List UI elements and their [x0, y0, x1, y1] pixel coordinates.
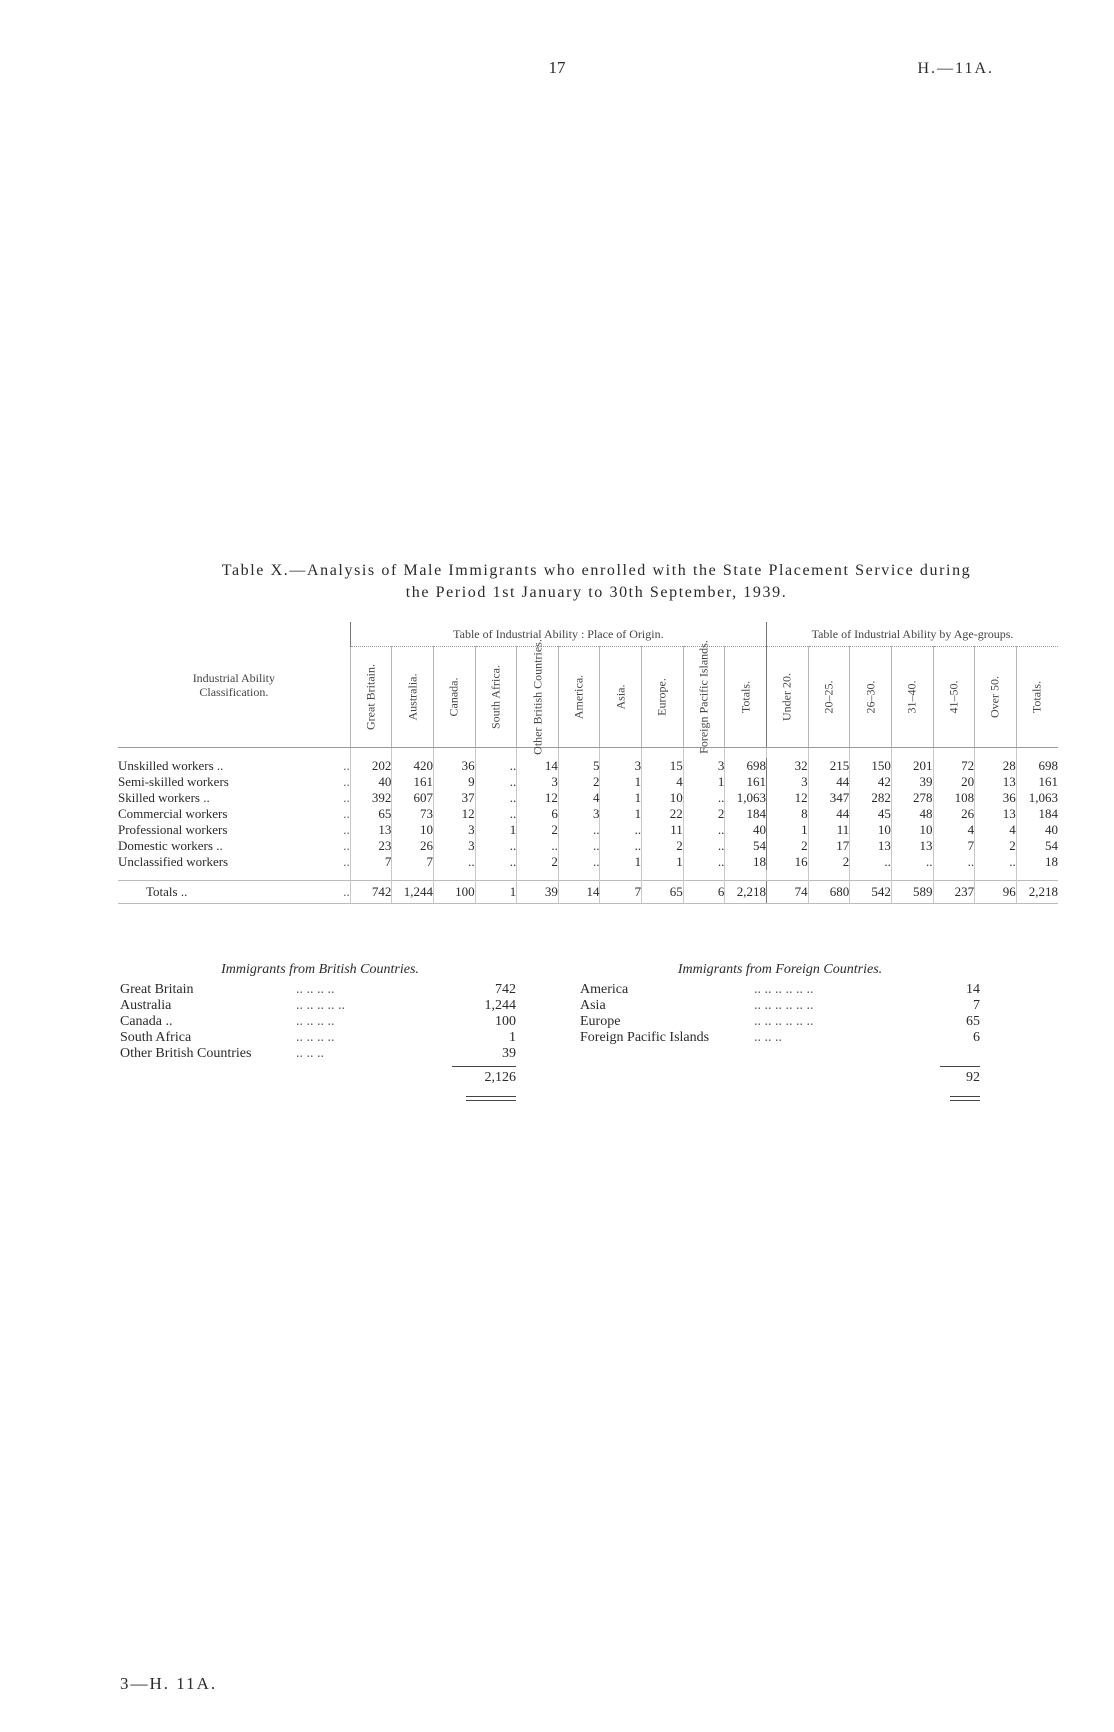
age-cell: 184	[1016, 806, 1058, 822]
origin-cell: 10	[642, 790, 684, 806]
age-cell: 3	[767, 774, 809, 790]
country-label: Australia	[120, 998, 172, 1013]
leader-dots: .. .. .. .. .. ..	[754, 1014, 814, 1029]
origin-cell: ..	[475, 774, 517, 790]
list-item	[120, 982, 520, 998]
origin-cell: 7	[350, 854, 392, 870]
origin-cell: 2	[683, 806, 725, 822]
analysis-table	[118, 622, 1058, 904]
table-title-line-1: Table X.—Analysis of Male Immigrants who enrolled with the State Placement Service during	[221, 562, 972, 579]
age-cell: 10	[891, 822, 933, 838]
origin-total-cell: 14	[558, 881, 600, 904]
origin-total-cell: 7	[600, 881, 642, 904]
age-cell: 278	[891, 790, 933, 806]
origin-cell: 1	[600, 806, 642, 822]
age-cell: 2	[975, 838, 1017, 854]
origin-total-cell: 6	[683, 881, 725, 904]
col-header-south-africa: South Africa.	[475, 647, 517, 748]
age-cell: 1	[767, 822, 809, 838]
origin-cell: 392	[350, 790, 392, 806]
origin-cell: 18	[725, 854, 767, 870]
list-item	[580, 1014, 980, 1030]
list-item	[580, 1030, 980, 1046]
leader-dots: .. .. .. ..	[296, 1014, 335, 1029]
row-label: Commercial workers	[118, 806, 228, 821]
row-label: Skilled workers ..	[118, 790, 210, 805]
origin-cell: 40	[725, 822, 767, 838]
country-label: Other British Countries	[120, 1046, 252, 1061]
country-label: Asia	[580, 998, 606, 1013]
age-cell: 7	[933, 838, 975, 854]
footer-reference: 3—H. 11A.	[120, 1674, 218, 1693]
origin-cell: 4	[558, 790, 600, 806]
table-row	[118, 790, 1058, 806]
age-cell: 13	[975, 774, 1017, 790]
british-total-underline	[466, 1096, 516, 1101]
origin-total-cell: 39	[517, 881, 559, 904]
origin-cell: ..	[558, 854, 600, 870]
leader-dots: .. .. .. .. .. ..	[754, 998, 814, 1013]
age-cell: 347	[808, 790, 850, 806]
age-cell: 18	[1016, 854, 1058, 870]
age-total-cell: 74	[767, 881, 809, 904]
age-total-cell: 589	[891, 881, 933, 904]
origin-cell: 2	[642, 838, 684, 854]
origin-cell: 15	[642, 758, 684, 774]
list-item	[120, 998, 520, 1014]
country-value: 7	[973, 998, 980, 1013]
origin-cell: 1	[600, 854, 642, 870]
age-cell: ..	[933, 854, 975, 870]
totals-label: Totals ..	[118, 881, 306, 904]
row-leader-dots: ..	[343, 790, 350, 805]
origin-cell: 37	[433, 790, 475, 806]
list-item	[580, 998, 980, 1014]
origin-cell: 14	[517, 758, 559, 774]
origin-cell: 23	[350, 838, 392, 854]
age-cell: 201	[891, 758, 933, 774]
spacer-row	[118, 870, 1058, 881]
age-cell: 20	[933, 774, 975, 790]
origin-cell: 26	[392, 838, 434, 854]
origin-cell: 1	[475, 822, 517, 838]
british-total: 2,126	[452, 1066, 516, 1086]
age-cell: 16	[767, 854, 809, 870]
spacer-row	[118, 748, 1058, 759]
origin-cell: 2	[558, 774, 600, 790]
table-row	[118, 854, 1058, 870]
age-cell: 13	[975, 806, 1017, 822]
british-countries-list	[120, 982, 520, 1062]
age-cell: 40	[1016, 822, 1058, 838]
age-cell: 215	[808, 758, 850, 774]
age-cell: 4	[933, 822, 975, 838]
leader-dots: .. .. .. .. .. ..	[754, 982, 814, 997]
origin-cell: ..	[475, 838, 517, 854]
age-cell: 161	[1016, 774, 1058, 790]
country-label: South Africa	[120, 1030, 192, 1045]
row-leader-dots: ..	[343, 806, 350, 821]
origin-cell: 3	[517, 774, 559, 790]
origin-cell: 54	[725, 838, 767, 854]
row-label: Unskilled workers ..	[118, 758, 224, 773]
page-number: 17	[548, 58, 566, 77]
leader-dots: .. .. ..	[754, 1030, 782, 1045]
country-label: Europe	[580, 1014, 621, 1029]
origin-cell: 13	[350, 822, 392, 838]
leader-dots: .. .. .. .. ..	[296, 998, 345, 1013]
country-label: America	[580, 982, 629, 997]
col-header-other-british: Other British Countries.	[517, 647, 559, 748]
origin-cell: 607	[392, 790, 434, 806]
col-header-age-totals: Totals.	[1016, 647, 1058, 748]
table-row	[118, 806, 1058, 822]
row-leader-dots: ..	[343, 758, 350, 773]
age-group-header: Table of Industrial Ability by Age-groups.	[767, 622, 1058, 647]
country-label: Great Britain	[120, 982, 194, 997]
col-header-canada: Canada.	[433, 647, 475, 748]
origin-cell: 2	[517, 822, 559, 838]
col-header-origin-totals: Totals.	[725, 647, 767, 748]
col-header-over-50: Over 50.	[975, 647, 1017, 748]
table-body	[118, 748, 1058, 904]
country-value: 39	[502, 1046, 516, 1061]
country-value: 6	[973, 1030, 980, 1045]
origin-cell: ..	[475, 758, 517, 774]
age-cell: 72	[933, 758, 975, 774]
col-header-under-20: Under 20.	[767, 647, 809, 748]
origin-cell: 9	[433, 774, 475, 790]
origin-cell: ..	[475, 806, 517, 822]
country-value: 742	[495, 982, 516, 997]
table-row	[118, 758, 1058, 774]
origin-total-cell: 1	[475, 881, 517, 904]
totals-row	[118, 881, 1058, 904]
col-header-great-britain: Great Britain.	[350, 647, 392, 748]
origin-cell: 3	[558, 806, 600, 822]
row-label: Unclassified workers	[118, 854, 229, 869]
row-leader-dots: ..	[343, 774, 350, 789]
origin-cell: 1	[600, 790, 642, 806]
origin-cell: ..	[683, 838, 725, 854]
col-header-europe: Europe.	[642, 647, 684, 748]
row-label: Domestic workers ..	[118, 838, 223, 853]
age-cell: ..	[850, 854, 892, 870]
list-item	[580, 982, 980, 998]
foreign-list-title: Immigrants from Foreign Countries.	[677, 962, 883, 977]
origin-cell: 73	[392, 806, 434, 822]
country-value: 1	[509, 1030, 516, 1045]
age-cell: 10	[850, 822, 892, 838]
age-total-cell: 237	[933, 881, 975, 904]
origin-cell: ..	[558, 822, 600, 838]
country-value: 65	[966, 1014, 980, 1029]
origin-cell: ..	[683, 790, 725, 806]
origin-cell: 3	[433, 838, 475, 854]
origin-group-header: Table of Industrial Ability : Place of Origin.	[350, 622, 766, 647]
age-cell: 13	[891, 838, 933, 854]
country-value: 14	[966, 982, 980, 997]
origin-cell: 161	[725, 774, 767, 790]
age-cell: 54	[1016, 838, 1058, 854]
origin-cell: 10	[392, 822, 434, 838]
origin-cell: 1	[642, 854, 684, 870]
age-cell: 44	[808, 806, 850, 822]
table-title-line-2: the Period 1st January to 30th September, 1939.	[405, 584, 788, 601]
origin-cell: 22	[642, 806, 684, 822]
origin-cell: 7	[392, 854, 434, 870]
origin-total-cell: 100	[433, 881, 475, 904]
age-cell: 12	[767, 790, 809, 806]
origin-cell: 3	[683, 758, 725, 774]
origin-cell: 2	[517, 854, 559, 870]
origin-cell: ..	[475, 790, 517, 806]
row-leader-dots: ..	[343, 822, 350, 837]
label-column-header: Industrial Ability Classification.	[118, 622, 350, 748]
origin-cell: 36	[433, 758, 475, 774]
totals-leader-dots: ..	[306, 881, 350, 904]
age-cell: 45	[850, 806, 892, 822]
origin-cell: ..	[683, 854, 725, 870]
age-cell: 39	[891, 774, 933, 790]
row-label: Professional workers	[118, 822, 228, 837]
origin-cell: ..	[600, 838, 642, 854]
origin-cell: 11	[642, 822, 684, 838]
age-cell: 32	[767, 758, 809, 774]
age-cell: 28	[975, 758, 1017, 774]
list-item	[120, 1030, 520, 1046]
origin-cell: 1	[683, 774, 725, 790]
origin-cell: ..	[517, 838, 559, 854]
age-cell: 11	[808, 822, 850, 838]
age-cell: 48	[891, 806, 933, 822]
row-leader-dots: ..	[343, 838, 350, 853]
age-cell: 13	[850, 838, 892, 854]
leader-dots: .. .. .. ..	[296, 982, 335, 997]
origin-cell: 202	[350, 758, 392, 774]
col-header-26-30: 26–30.	[850, 647, 892, 748]
country-label: Foreign Pacific Islands	[580, 1030, 710, 1045]
row-leader-dots: ..	[343, 854, 350, 869]
foreign-total-underline	[950, 1096, 980, 1101]
age-total-cell: 680	[808, 881, 850, 904]
age-cell: ..	[891, 854, 933, 870]
col-header-america: America.	[558, 647, 600, 748]
age-cell: 1,063	[1016, 790, 1058, 806]
age-cell: 698	[1016, 758, 1058, 774]
age-total-cell: 542	[850, 881, 892, 904]
table-row	[118, 822, 1058, 838]
age-cell: 108	[933, 790, 975, 806]
origin-cell: ..	[558, 838, 600, 854]
origin-cell: ..	[600, 822, 642, 838]
age-cell: 26	[933, 806, 975, 822]
foreign-countries-list	[580, 982, 980, 1046]
origin-cell: 3	[600, 758, 642, 774]
origin-cell: 6	[517, 806, 559, 822]
british-list-title: Immigrants from British Countries.	[221, 962, 419, 977]
col-header-20-25: 20–25.	[808, 647, 850, 748]
age-cell: 2	[767, 838, 809, 854]
list-item	[120, 1046, 520, 1062]
age-cell: 36	[975, 790, 1017, 806]
origin-cell: ..	[683, 822, 725, 838]
origin-cell: ..	[433, 854, 475, 870]
row-label: Semi-skilled workers	[118, 774, 229, 789]
origin-cell: 12	[517, 790, 559, 806]
origin-cell: 4	[642, 774, 684, 790]
age-cell: 44	[808, 774, 850, 790]
origin-cell: 3	[433, 822, 475, 838]
origin-total-cell: 742	[350, 881, 392, 904]
age-cell: 2	[808, 854, 850, 870]
age-cell: 282	[850, 790, 892, 806]
col-header-foreign-pacific: Foreign Pacific Islands.	[683, 647, 725, 748]
leader-dots: .. .. .. ..	[296, 1030, 335, 1045]
document-reference: H.—11A.	[917, 60, 994, 77]
foreign-total: 92	[940, 1066, 980, 1086]
origin-total-cell: 2,218	[725, 881, 767, 904]
origin-cell: 420	[392, 758, 434, 774]
col-header-41-50: 41–50.	[933, 647, 975, 748]
country-value: 100	[495, 1014, 516, 1029]
list-item	[120, 1014, 520, 1030]
country-value: 1,244	[484, 998, 516, 1013]
age-cell: 4	[975, 822, 1017, 838]
origin-cell: 5	[558, 758, 600, 774]
age-cell: ..	[975, 854, 1017, 870]
origin-cell: 698	[725, 758, 767, 774]
col-header-31-40: 31–40.	[891, 647, 933, 748]
origin-cell: 184	[725, 806, 767, 822]
table-row	[118, 774, 1058, 790]
leader-dots: .. .. ..	[296, 1046, 324, 1061]
country-label: Canada ..	[120, 1014, 173, 1029]
origin-cell: 161	[392, 774, 434, 790]
origin-cell: 1,063	[725, 790, 767, 806]
table-title	[124, 560, 1069, 604]
origin-total-cell: 65	[642, 881, 684, 904]
origin-cell: 12	[433, 806, 475, 822]
age-total-cell: 96	[975, 881, 1017, 904]
age-cell: 8	[767, 806, 809, 822]
age-cell: 150	[850, 758, 892, 774]
age-total-cell: 2,218	[1016, 881, 1058, 904]
origin-cell: ..	[475, 854, 517, 870]
col-header-asia: Asia.	[600, 647, 642, 748]
origin-cell: 65	[350, 806, 392, 822]
age-cell: 17	[808, 838, 850, 854]
origin-cell: 40	[350, 774, 392, 790]
origin-cell: 1	[600, 774, 642, 790]
table-row	[118, 838, 1058, 854]
origin-total-cell: 1,244	[392, 881, 434, 904]
col-header-australia: Australia.	[392, 647, 434, 748]
age-cell: 42	[850, 774, 892, 790]
